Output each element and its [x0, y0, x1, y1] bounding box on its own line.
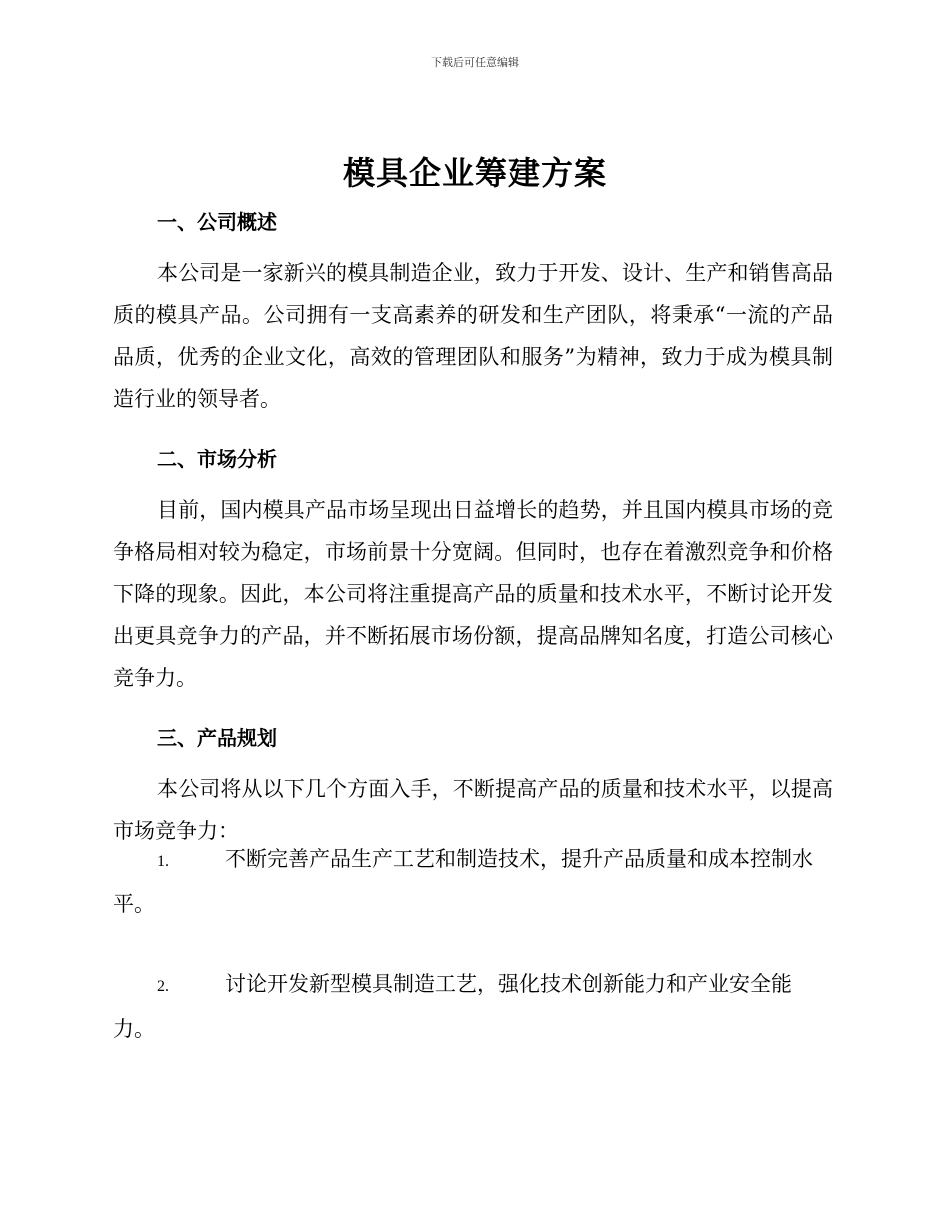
section-heading-market: 二、市场分析	[157, 447, 277, 471]
list-item-number: 1.	[157, 853, 169, 870]
list-item-text: 不断完善产品生产工艺和制造技术，提升产品质量和成本控制水平。	[113, 847, 813, 916]
section-heading-overview: 一、公司概述	[157, 210, 277, 234]
list-item-number: 2.	[157, 978, 169, 995]
section-paragraph: 目前，国内模具产品市场呈现出日益增长的趋势，并且国内模具市场的竞争格局相对较为稳定，市场前景十分宽阔。但同时，也存在着激烈竞争和价格下降的现象。因此，本公司将注重提高产品的质量和技术水平，不断讨论开发出更具竞争力的产品，并不断拓展市场份额，提高品牌知名度，打造公司核心竞争力。	[113, 498, 833, 690]
page-header-note: 下载后可任意编辑	[431, 56, 519, 69]
section-paragraph: 本公司将从以下几个方面入手，不断提高产品的质量和技术水平，以提高市场竞争力：	[113, 777, 833, 843]
document-title: 模具企业筹建方案	[342, 154, 607, 192]
list-item	[113, 838, 833, 926]
section-heading-products: 三、产品规划	[157, 726, 277, 750]
list-item	[113, 963, 833, 1051]
section-paragraph: 本公司是一家新兴的模具制造企业，致力于开发、设计、生产和销售高品质的模具产品。公司拥有一支高素养的研发和生产团队，将秉承“一流的产品品质，优秀的企业文化，高效的管理团队和服务”为精神，致力于成为模具制造行业的领导者。	[113, 261, 833, 411]
list-item-text: 讨论开发新型模具制造工艺，强化技术创新能力和产业安全能力。	[113, 972, 792, 1041]
